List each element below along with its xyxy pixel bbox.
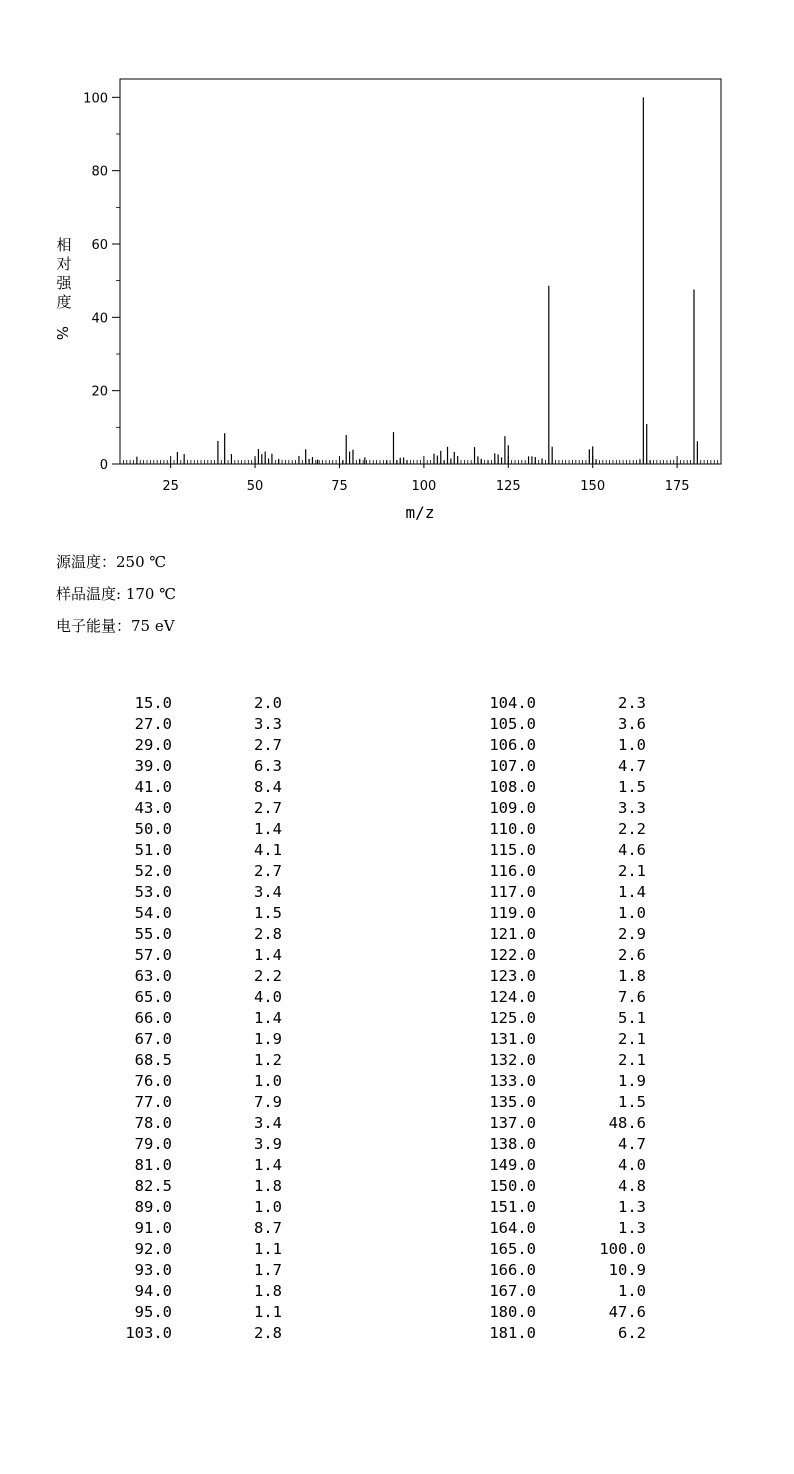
peak-mz: 65.0: [134, 988, 172, 1006]
peak-row: [112, 798, 312, 819]
peak-mz: 63.0: [134, 967, 172, 985]
peak-intensity: 4.7: [618, 757, 646, 775]
peak-intensity: 1.8: [254, 1282, 282, 1300]
peak-mz: 103.0: [125, 1324, 172, 1342]
peak-intensity: 3.4: [254, 1114, 282, 1132]
peak-row: [476, 798, 676, 819]
peak-mz: 77.0: [134, 1093, 172, 1111]
mass-spectrum-chart: [0, 0, 794, 540]
peak-intensity: 2.1: [618, 1051, 646, 1069]
peak-row: [112, 1134, 312, 1155]
peak-mz: 105.0: [489, 715, 536, 733]
peak-row: [112, 1197, 312, 1218]
peak-mz: 89.0: [134, 1198, 172, 1216]
peak-intensity: 4.1: [254, 841, 282, 859]
peak-row: [476, 903, 676, 924]
x-tick-label: 150: [580, 479, 606, 494]
peak-intensity: 7.6: [618, 988, 646, 1006]
peak-mz: 124.0: [489, 988, 536, 1006]
peak-row: [112, 1155, 312, 1176]
peak-intensity: 3.4: [254, 883, 282, 901]
peak-intensity: 2.1: [618, 862, 646, 880]
peak-intensity: 10.9: [608, 1261, 646, 1279]
peak-intensity: 1.7: [254, 1261, 282, 1279]
peak-mz: 164.0: [489, 1219, 536, 1237]
peak-intensity: 4.0: [618, 1156, 646, 1174]
peak-mz: 135.0: [489, 1093, 536, 1111]
peak-mz: 131.0: [489, 1030, 536, 1048]
peak-mz: 94.0: [134, 1282, 172, 1300]
peak-intensity: 2.7: [254, 736, 282, 754]
peak-mz: 93.0: [134, 1261, 172, 1279]
peak-row: [476, 945, 676, 966]
peak-row: [476, 1050, 676, 1071]
peak-intensity: 1.4: [254, 1009, 282, 1027]
peak-row: [476, 1197, 676, 1218]
peak-mz: 82.5: [134, 1177, 172, 1195]
peak-intensity: 4.8: [618, 1177, 646, 1195]
peak-row: [476, 1155, 676, 1176]
peak-intensity: 1.0: [618, 736, 646, 754]
peak-row: [112, 945, 312, 966]
peak-row: [112, 1008, 312, 1029]
peak-row: [112, 924, 312, 945]
peak-intensity: 1.1: [254, 1240, 282, 1258]
peak-mz: 104.0: [489, 694, 536, 712]
peak-intensity: 4.7: [618, 1135, 646, 1153]
peak-row: [476, 1092, 676, 1113]
peak-mz: 27.0: [134, 715, 172, 733]
peak-mz: 122.0: [489, 946, 536, 964]
peak-intensity: 2.8: [254, 1324, 282, 1342]
peak-mz: 76.0: [134, 1072, 172, 1090]
peak-row: [476, 840, 676, 861]
peak-mz: 137.0: [489, 1114, 536, 1132]
peak-intensity: 48.6: [608, 1114, 646, 1132]
peak-row: [112, 756, 312, 777]
peak-intensity: 47.6: [608, 1303, 646, 1321]
peak-row: [112, 1050, 312, 1071]
peak-row: [476, 1008, 676, 1029]
peak-row: [476, 1218, 676, 1239]
peak-mz: 57.0: [134, 946, 172, 964]
peak-row: [476, 735, 676, 756]
y-tick-label: 0: [99, 458, 108, 473]
peak-intensity: 1.4: [254, 820, 282, 838]
peak-row: [112, 840, 312, 861]
peak-intensity: 1.3: [618, 1198, 646, 1216]
peak-mz: 55.0: [134, 925, 172, 943]
peak-mz: 181.0: [489, 1324, 536, 1342]
peak-mz: 117.0: [489, 883, 536, 901]
peak-intensity: 1.0: [618, 904, 646, 922]
peak-mz: 149.0: [489, 1156, 536, 1174]
peak-mz: 150.0: [489, 1177, 536, 1195]
y-tick-label: 100: [83, 91, 108, 107]
peak-mz: 108.0: [489, 778, 536, 796]
peak-mz: 15.0: [134, 694, 172, 712]
peak-mz: 50.0: [134, 820, 172, 838]
peak-intensity: 1.4: [254, 1156, 282, 1174]
peak-intensity: 2.7: [254, 799, 282, 817]
peak-row: [112, 714, 312, 735]
peak-mz: 66.0: [134, 1009, 172, 1027]
y-tick-label: 60: [91, 238, 108, 253]
peak-mz: 110.0: [489, 820, 536, 838]
peak-mz: 119.0: [489, 904, 536, 922]
peak-intensity: 1.0: [618, 1282, 646, 1300]
peak-row: [112, 1029, 312, 1050]
peak-intensity: 1.2: [254, 1051, 282, 1069]
peak-intensity: 1.0: [254, 1072, 282, 1090]
peak-intensity: 1.3: [618, 1219, 646, 1237]
peak-intensity: 2.7: [254, 862, 282, 880]
peak-row: [112, 966, 312, 987]
peak-mz: 79.0: [134, 1135, 172, 1153]
peak-intensity: 7.9: [254, 1093, 282, 1111]
peak-mz: 53.0: [134, 883, 172, 901]
peak-intensity: 2.2: [618, 820, 646, 838]
peak-row: [476, 1176, 676, 1197]
peak-mz: 107.0: [489, 757, 536, 775]
peak-table-left: [112, 693, 312, 1344]
peak-mz: 166.0: [489, 1261, 536, 1279]
peak-intensity: 2.1: [618, 1030, 646, 1048]
peak-mz: 81.0: [134, 1156, 172, 1174]
peak-intensity: 1.5: [618, 778, 646, 796]
peak-mz: 138.0: [489, 1135, 536, 1153]
peak-mz: 78.0: [134, 1114, 172, 1132]
peak-row: [112, 819, 312, 840]
peak-row: [112, 903, 312, 924]
peak-mz: 92.0: [134, 1240, 172, 1258]
peak-row: [476, 756, 676, 777]
peak-row: [476, 966, 676, 987]
peak-row: [112, 1176, 312, 1197]
x-tick-label: 100: [411, 479, 437, 494]
peak-intensity: 1.9: [254, 1030, 282, 1048]
peak-mz: 29.0: [134, 736, 172, 754]
peak-intensity: 8.7: [254, 1219, 282, 1237]
peak-mz: 123.0: [489, 967, 536, 985]
peak-intensity: 2.6: [618, 946, 646, 964]
peak-intensity: 1.1: [254, 1303, 282, 1321]
source-temperature: 源温度：250 ℃: [56, 553, 167, 571]
peak-mz: 180.0: [489, 1303, 536, 1321]
electron-energy: 电子能量：75 eV: [56, 617, 175, 635]
peak-row: [476, 1113, 676, 1134]
peak-row: [476, 1260, 676, 1281]
peak-row: [112, 1260, 312, 1281]
peak-intensity: 6.2: [618, 1324, 646, 1342]
peak-mz: 116.0: [489, 862, 536, 880]
peak-mz: 133.0: [489, 1072, 536, 1090]
peak-intensity: 3.3: [254, 715, 282, 733]
x-tick-label: 75: [331, 479, 348, 494]
peak-intensity: 3.6: [618, 715, 646, 733]
peak-row: [112, 987, 312, 1008]
x-tick-label: 25: [162, 479, 179, 494]
sample-temperature: 样品温度: 170 ℃: [56, 585, 177, 603]
peak-intensity: 100.0: [599, 1240, 646, 1258]
peak-row: [112, 1113, 312, 1134]
peak-mz: 91.0: [134, 1219, 172, 1237]
peak-row: [476, 861, 676, 882]
peak-mz: 121.0: [489, 925, 536, 943]
peak-row: [112, 882, 312, 903]
y-tick-label: 40: [91, 311, 108, 327]
peak-intensity: 1.4: [618, 883, 646, 901]
peak-row: [476, 714, 676, 735]
peak-mz: 115.0: [489, 841, 536, 859]
peak-row: [476, 1302, 676, 1323]
peak-mz: 95.0: [134, 1303, 172, 1321]
peak-row: [476, 777, 676, 798]
peak-intensity: 4.0: [254, 988, 282, 1006]
peak-intensity: 4.6: [618, 841, 646, 859]
peak-intensity: 5.1: [618, 1009, 646, 1027]
peak-intensity: 2.8: [254, 925, 282, 943]
peak-intensity: 2.9: [618, 925, 646, 943]
peak-row: [112, 1092, 312, 1113]
peak-intensity: 1.5: [618, 1093, 646, 1111]
y-axis-label: 相对强度%: [52, 236, 72, 341]
peak-row: [476, 987, 676, 1008]
peak-mz: 51.0: [134, 841, 172, 859]
peak-mz: 106.0: [489, 736, 536, 754]
x-tick-label: 50: [246, 479, 264, 494]
peak-mz: 151.0: [489, 1198, 536, 1216]
peak-row: [476, 1323, 676, 1344]
x-tick-label: 175: [664, 479, 690, 494]
peak-row: [476, 1029, 676, 1050]
peak-row: [112, 1281, 312, 1302]
peak-row: [112, 1239, 312, 1260]
peak-row: [112, 861, 312, 882]
peak-mz: 54.0: [134, 904, 172, 922]
peak-row: [476, 924, 676, 945]
plot-frame: [120, 79, 721, 464]
peak-intensity: 1.0: [254, 1198, 282, 1216]
peak-row: [476, 882, 676, 903]
peak-intensity: 3.9: [254, 1135, 282, 1153]
peak-row: [112, 693, 312, 714]
x-minor-ticks: [123, 460, 717, 464]
peak-intensity: 1.4: [254, 946, 282, 964]
peak-mz: 43.0: [134, 799, 172, 817]
peak-row: [112, 1323, 312, 1344]
peak-intensity: 2.2: [254, 967, 282, 985]
peak-row: [112, 777, 312, 798]
peak-row: [112, 1302, 312, 1323]
peak-mz: 52.0: [134, 862, 172, 880]
peak-intensity: 1.9: [618, 1072, 646, 1090]
peak-intensity: 2.0: [254, 694, 282, 712]
peak-row: [476, 1134, 676, 1155]
x-axis-label: m/z: [405, 503, 435, 522]
peak-intensity: 1.8: [618, 967, 646, 985]
peak-mz: 165.0: [489, 1240, 536, 1258]
peak-mz: 68.5: [134, 1051, 172, 1069]
peak-row: [476, 1281, 676, 1302]
peak-row: [112, 1071, 312, 1092]
y-tick-label: 20: [91, 384, 108, 400]
peak-row: [476, 1071, 676, 1092]
peak-mz: 39.0: [134, 757, 172, 775]
peak-mz: 125.0: [489, 1009, 536, 1027]
peak-mz: 167.0: [489, 1282, 536, 1300]
x-tick-label: 125: [495, 479, 521, 494]
peak-mz: 109.0: [489, 799, 536, 817]
peak-intensity: 8.4: [254, 778, 282, 796]
peak-table-right: [476, 693, 676, 1344]
peak-intensity: 3.3: [618, 799, 646, 817]
peak-mz: 41.0: [134, 778, 172, 796]
peak-row: [476, 1239, 676, 1260]
peak-row: [112, 1218, 312, 1239]
peak-row: [476, 819, 676, 840]
peak-intensity: 1.8: [254, 1177, 282, 1195]
peak-intensity: 6.3: [254, 757, 282, 775]
peak-mz: 132.0: [489, 1051, 536, 1069]
peak-intensity: 1.5: [254, 904, 282, 922]
peak-row: [476, 693, 676, 714]
peak-mz: 67.0: [134, 1030, 172, 1048]
y-tick-label: 80: [91, 164, 108, 180]
peak-row: [112, 735, 312, 756]
y-axis: [83, 91, 120, 473]
spectrum-bars: [137, 97, 697, 464]
peak-intensity: 2.3: [618, 694, 646, 712]
